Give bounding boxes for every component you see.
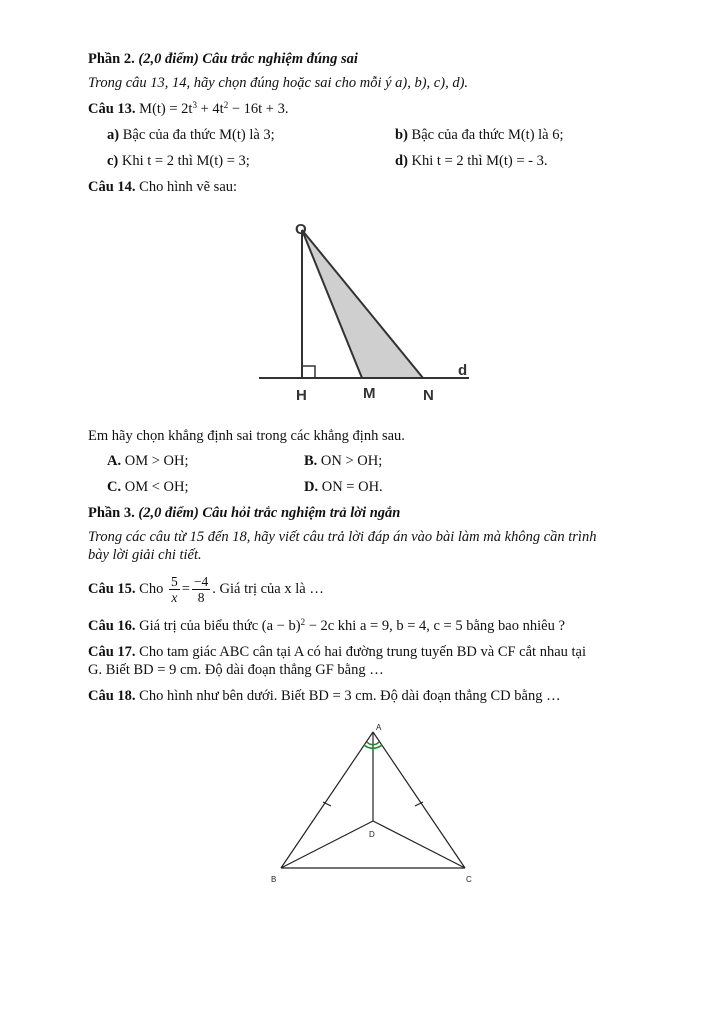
- q15-fraction-right: [192, 574, 210, 605]
- part3-instruction-line1: Trong các câu từ 15 đến 18, hãy viết câu trả lời đáp án vào bài làm mà không cần trình: [88, 529, 597, 545]
- q14-text: Cho hình vẽ sau:: [139, 179, 238, 195]
- q13-exp2: 2: [223, 100, 229, 110]
- q14-stem: [88, 178, 237, 196]
- q13-expr-a: M(t) = 2t: [139, 101, 193, 117]
- q14-label: Câu 14.: [88, 179, 136, 195]
- q13-b-label: b): [395, 127, 408, 143]
- q18-figure: [265, 718, 485, 888]
- label-D: D: [369, 830, 375, 839]
- q17-line2: G. Biết BD = 9 cm. Độ dài đoạn thẳng GF bằng …: [88, 662, 384, 678]
- q14-prompt: Em hãy chọn khẳng định sai trong các khẳng định sau.: [88, 428, 405, 444]
- part3-title-italic: (2,0 điểm) Câu hỏi trắc nghiệm trả lời ngắn: [138, 505, 401, 521]
- q14-B-text: ON > OH;: [320, 453, 383, 469]
- q13-option-a: [107, 126, 275, 144]
- q14-figure: [255, 210, 475, 410]
- q13-stem: [88, 100, 288, 118]
- q15-frac1-num: 5: [170, 574, 178, 590]
- q14-D-label: D.: [304, 479, 319, 495]
- q14-C-text: OM < OH;: [124, 479, 189, 495]
- label-H: H: [296, 387, 307, 404]
- q13-exp1: 3: [192, 100, 197, 110]
- part2-title-bold: Phần 2.: [88, 51, 135, 67]
- q13-option-c: [107, 152, 250, 170]
- q15-label: Câu 15.: [88, 581, 136, 597]
- q13-c-label: c): [107, 153, 119, 169]
- q16-text-b: − 2c khi a = 9, b = 4, c = 5 bằng bao nhiêu ?: [305, 618, 565, 634]
- q18-stem: [88, 687, 561, 705]
- q15-fraction-left: [169, 574, 180, 605]
- label-O: O: [295, 221, 307, 238]
- q14-C-label: C.: [107, 479, 122, 495]
- q17-line1-text: Cho tam giác ABC cân tại A có hai đường trung tuyến BD và CF cắt nhau tại: [139, 644, 587, 660]
- q16-exp: 2: [300, 617, 306, 627]
- label-B: B: [271, 875, 277, 884]
- q16-stem: [88, 617, 565, 635]
- q13-a-label: a): [107, 127, 120, 143]
- q18-text: Cho hình như bên dưới. Biết BD = 3 cm. Độ dài đoạn thẳng CD bằng …: [139, 688, 561, 704]
- q17-label: Câu 17.: [88, 644, 136, 660]
- part2-title-italic: (2,0 điểm) Câu trắc nghiệm đúng sai: [138, 51, 358, 67]
- q18-label: Câu 18.: [88, 688, 136, 704]
- q15-text-before: Cho: [139, 581, 164, 597]
- segment-CD: [373, 821, 465, 868]
- q14-D-text: ON = OH.: [321, 479, 383, 495]
- q14-option-C: [107, 478, 189, 496]
- q14-A-text: OM > OH;: [124, 453, 189, 469]
- q16-label: Câu 16.: [88, 618, 136, 634]
- q13-expr-c: − 16t + 3.: [228, 101, 289, 117]
- q13-d-text: Khi t = 2 thì M(t) = - 3.: [411, 153, 548, 169]
- label-M: M: [363, 385, 376, 402]
- label-A: A: [376, 723, 382, 732]
- q14-B-label: B.: [304, 453, 318, 469]
- q13-option-d: [395, 152, 548, 170]
- q13-b-text: Bậc của đa thức M(t) là 6;: [411, 127, 564, 143]
- part3-title-bold: Phần 3.: [88, 505, 135, 521]
- q14-option-A: [107, 452, 189, 470]
- q16-text-a: Giá trị của biểu thức (a − b): [139, 618, 301, 634]
- q13-a-text: Bậc của đa thức M(t) là 3;: [122, 127, 275, 143]
- q14-option-D: [304, 478, 383, 496]
- q15-stem: [88, 572, 324, 606]
- q15-frac2-den: 8: [197, 590, 205, 606]
- q13-c-text: Khi t = 2 thì M(t) = 3;: [121, 153, 250, 169]
- segment-AC: [373, 732, 465, 868]
- label-N: N: [423, 387, 434, 404]
- q13-d-label: d): [395, 153, 408, 169]
- part3-instruction-line2: bày lời giải chi tiết.: [88, 547, 202, 563]
- q13-option-b: [395, 126, 564, 144]
- q13-label: Câu 13.: [88, 101, 136, 117]
- q14-A-label: A.: [107, 453, 122, 469]
- q15-equals: =: [181, 581, 190, 597]
- label-d: d: [458, 362, 468, 379]
- q17-line1: [88, 643, 658, 661]
- part2-instruction: Trong câu 13, 14, hãy chọn đúng hoặc sai cho mỗi ý a), b), c), d).: [88, 75, 469, 91]
- q14-option-B: [304, 452, 382, 470]
- part2-heading: [88, 50, 358, 68]
- q15-frac1-den: x: [171, 590, 178, 606]
- segment-AB: [281, 732, 373, 868]
- part3-heading: [88, 504, 400, 522]
- q13-expr-b: + 4t: [196, 101, 224, 117]
- q15-text-after: . Giá trị của x là …: [212, 581, 324, 597]
- segment-BD: [281, 821, 373, 868]
- label-C: C: [466, 875, 472, 884]
- q15-frac2-num: −4: [193, 574, 209, 590]
